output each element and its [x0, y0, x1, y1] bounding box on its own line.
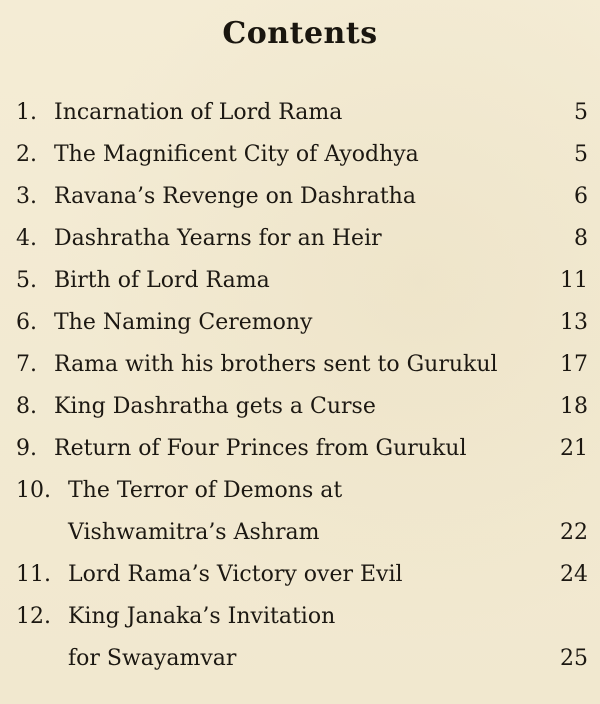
- entry-page-number: 13: [560, 310, 588, 335]
- entry-page-number: 8: [574, 226, 588, 251]
- entry-number: 8.: [16, 394, 37, 419]
- table-of-contents: [0, 92, 600, 680]
- entry-number: 5.: [16, 268, 37, 293]
- entry-number: 12.: [16, 604, 51, 629]
- entry-number: 9.: [16, 436, 37, 461]
- entry-page-number: 17: [560, 352, 588, 377]
- entry-title: Lord Rama’s Victory over Evil: [68, 562, 403, 587]
- entry-title-line-2: for Swayamvar: [68, 646, 237, 671]
- entry-title: Rama with his brothers sent to Gurukul: [54, 352, 498, 377]
- entry-title: The Magnificent City of Ayodhya: [54, 142, 419, 167]
- entry-title: Ravana’s Revenge on Dashratha: [54, 184, 416, 209]
- entry-number: 4.: [16, 226, 37, 251]
- entry-number: 7.: [16, 352, 37, 377]
- toc-entry-8[interactable]: [0, 386, 600, 428]
- entry-page-number: 22: [560, 520, 588, 545]
- entry-page-number: 6: [574, 184, 588, 209]
- entry-title: King Janaka’s Invitation: [68, 604, 336, 629]
- toc-entry-1[interactable]: [0, 92, 600, 134]
- toc-entry-7[interactable]: [0, 344, 600, 386]
- entry-title: Dashratha Yearns for an Heir: [54, 226, 382, 251]
- toc-entry-6[interactable]: [0, 302, 600, 344]
- entry-number: 11.: [16, 562, 51, 587]
- entry-title: The Terror of Demons at: [68, 478, 343, 503]
- toc-entry-4[interactable]: [0, 218, 600, 260]
- entry-number: 3.: [16, 184, 37, 209]
- entry-page-number: 5: [574, 100, 588, 125]
- entry-title-line-2: Vishwamitra’s Ashram: [68, 520, 320, 545]
- toc-entry-10-continued[interactable]: [0, 512, 600, 554]
- entry-page-number: 18: [560, 394, 588, 419]
- entry-page-number: 5: [574, 142, 588, 167]
- entry-page-number: 21: [560, 436, 588, 461]
- toc-entry-12-continued[interactable]: [0, 638, 600, 680]
- entry-number: 1.: [16, 100, 37, 125]
- toc-entry-5[interactable]: [0, 260, 600, 302]
- entry-page-number: 25: [560, 646, 588, 671]
- toc-entry-2[interactable]: [0, 134, 600, 176]
- toc-entry-3[interactable]: [0, 176, 600, 218]
- toc-entry-12[interactable]: [0, 596, 600, 638]
- entry-number: 2.: [16, 142, 37, 167]
- entry-title: The Naming Ceremony: [54, 310, 313, 335]
- entry-number: 10.: [16, 478, 51, 503]
- entry-title: Incarnation of Lord Rama: [54, 100, 343, 125]
- entry-number: 6.: [16, 310, 37, 335]
- entry-page-number: 24: [560, 562, 588, 587]
- toc-entry-9[interactable]: [0, 428, 600, 470]
- entry-page-number: 11: [560, 268, 588, 293]
- entry-title: King Dashratha gets a Curse: [54, 394, 376, 419]
- entry-title: Return of Four Princes from Gurukul: [54, 436, 467, 461]
- page-title: Contents: [222, 16, 378, 51]
- entry-title: Birth of Lord Rama: [54, 268, 270, 293]
- toc-entry-10[interactable]: [0, 470, 600, 512]
- toc-entry-11[interactable]: [0, 554, 600, 596]
